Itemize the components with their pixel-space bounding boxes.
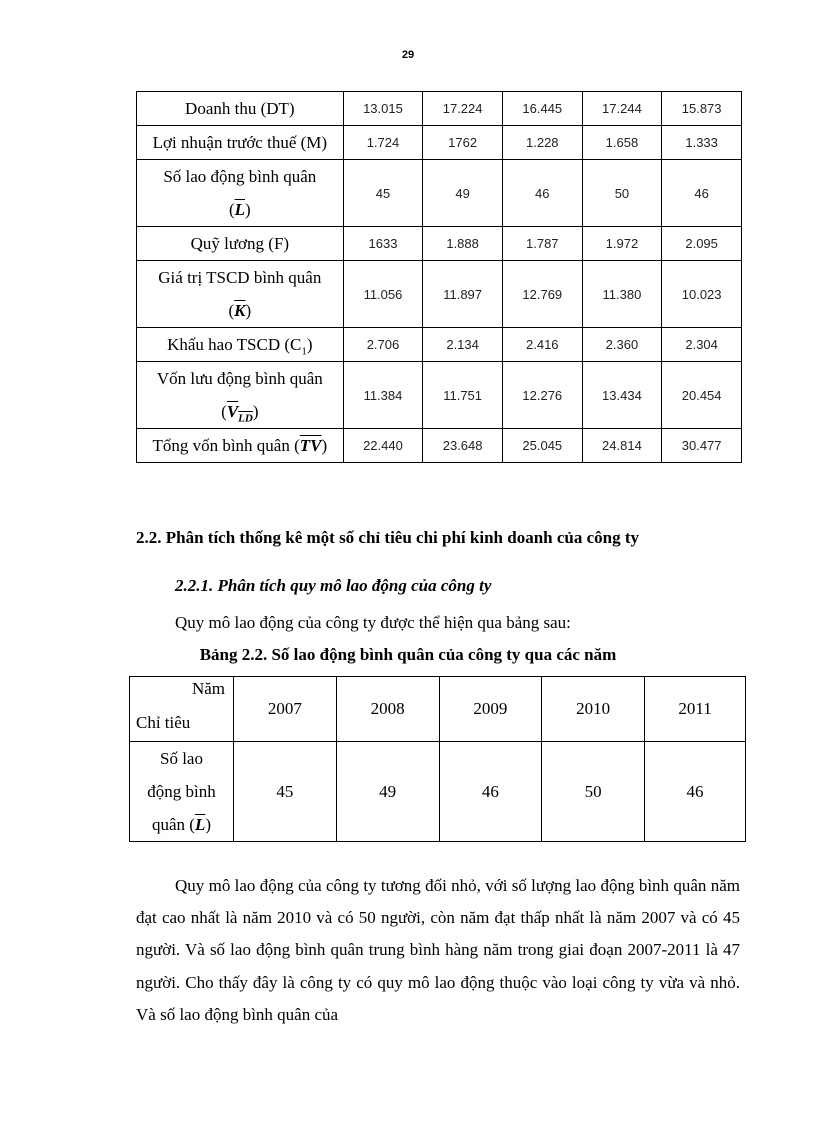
section-heading: 2.2. Phân tích thống kê một số chỉ tiêu chi phí kinh doanh của công ty [136,528,640,547]
cell-value: 46 [502,160,582,227]
cell-value: 17.224 [423,92,503,126]
cell-value: 49 [336,742,439,842]
subscript: 1 [301,345,307,358]
subsection-heading: 2.2.1. Phân tích quy mô lao động của công ty [175,576,492,595]
cell-value: 12.276 [502,362,582,429]
cell-value: 45 [343,160,423,227]
table-row [137,160,742,227]
row-label [137,328,344,362]
cell-value: 12.769 [502,261,582,328]
cell-value: 46 [439,742,542,842]
row-label [130,742,234,842]
cell-value: 1.787 [502,227,582,261]
cell-value: 1633 [343,227,423,261]
cell-value: 1762 [423,126,503,160]
table-row [137,328,742,362]
cell-value: 23.648 [423,429,503,463]
row-label [137,429,344,463]
cell-value: 11.897 [423,261,503,328]
table-row [137,92,742,126]
cell-value: 20.454 [662,362,742,429]
cell-value: 1.888 [423,227,503,261]
cell-value: 1.228 [502,126,582,160]
cell-value: 50 [582,160,662,227]
table-row [137,227,742,261]
cell-value: 17.244 [582,92,662,126]
financial-indicators-table [136,91,742,463]
symbol-subscript: LD [238,412,253,425]
row-label-line: quân ( [151,815,195,834]
cell-value: 13.434 [582,362,662,429]
cell-value: 45 [234,742,337,842]
cell-value: 2.134 [423,328,503,362]
symbol-vld [226,402,253,425]
year-header: 2009 [439,677,542,742]
cell-value: 46 [645,742,746,842]
year-header: 2007 [234,677,337,742]
row-label-end: ) [205,815,212,834]
labor-table [129,676,746,842]
cell-value: 46 [662,160,742,227]
body-paragraph: Quy mô lao động của công ty tương đối nhỏ, với số lượng lao động bình quân năm đạt cao nhất là năm 2010 và có 50 người, còn năm đạt thấp nhất là năm 2007 và có 45 người. Và số lao động bình quân trung bình hàng năm trong giai đoạn 2007-2011 là 47 người. Cho thấy đây là công ty có quy mô lao động thuộc vào loại công ty vừa và nhỏ. Và số lao động bình quân của [136,876,740,1024]
row-label-text: Giá trị TSCD bình quân [158,268,322,287]
cell-value: 10.023 [662,261,742,328]
cell-value: 30.477 [662,429,742,463]
table-row [137,362,742,429]
cell-value: 22.440 [343,429,423,463]
row-label-end: ) [321,436,328,455]
row-label-text: Số lao động bình quân [163,167,317,186]
cell-value: 1.333 [662,126,742,160]
symbol-tv: $\overline{TV}$ [299,436,322,455]
cell-value: 1.724 [343,126,423,160]
row-label: Lợi nhuận trước thuế (M) [137,126,344,160]
cell-value: 2.360 [582,328,662,362]
row-label-text: Vốn lưu động bình quân [156,369,323,388]
cell-value: 2.416 [502,328,582,362]
table-row [137,429,742,463]
cell-value: 2.095 [662,227,742,261]
cell-value: 11.751 [423,362,503,429]
table-row [137,261,742,328]
cell-value: 49 [423,160,503,227]
cell-value: 2.706 [343,328,423,362]
row-label: Doanh thu (DT) [137,92,344,126]
year-header: 2010 [542,677,645,742]
cell-value: 11.380 [582,261,662,328]
corner-year-label: Năm [191,679,225,698]
row-label: Vốn lưu động bình quân $(V_{LD})$ [137,362,344,429]
corner-indicator-label: Chỉ tiêu [136,713,191,732]
row-label: Số lao động bình quân $(\overline{L})$ [137,160,344,227]
cell-value: 11.056 [343,261,423,328]
cell-value: 15.873 [662,92,742,126]
row-label-text: Khấu hao TSCD (C [167,335,302,354]
year-header: 2008 [336,677,439,742]
row-label-end: ) [306,335,313,354]
corner-cell [130,677,234,742]
cell-value: 24.814 [582,429,662,463]
intro-text: Quy mô lao động của công ty được thể hiện qua bảng sau: [175,613,571,632]
row-label-line: động bình [147,782,216,801]
year-header: 2011 [645,677,746,742]
cell-value: 1.658 [582,126,662,160]
table-row [137,126,742,160]
cell-value: 11.384 [343,362,423,429]
symbol-l: $\overline{L}$ [194,815,206,834]
row-label-text: Tổng vốn bình quân ( [152,436,300,455]
table-header-row [130,677,746,742]
page-number: 29 [401,49,415,61]
row-label: Quỹ lương (F) [137,227,344,261]
row-label-line: Số lao [160,749,203,768]
cell-value: 16.445 [502,92,582,126]
row-label: Giá trị TSCD bình quân $(\overline{K})$ [137,261,344,328]
cell-value: 50 [542,742,645,842]
table-row [130,742,746,842]
cell-value: 25.045 [502,429,582,463]
cell-value: 1.972 [582,227,662,261]
symbol-l: $\overline{L}$ [234,200,246,219]
symbol-k: $\overline{K}$ [234,301,246,320]
cell-value: 13.015 [343,92,423,126]
table-caption: Bảng 2.2. Số lao động bình quân của công ty qua các năm [199,645,617,664]
symbol-v: V [226,402,239,421]
cell-value: 2.304 [662,328,742,362]
